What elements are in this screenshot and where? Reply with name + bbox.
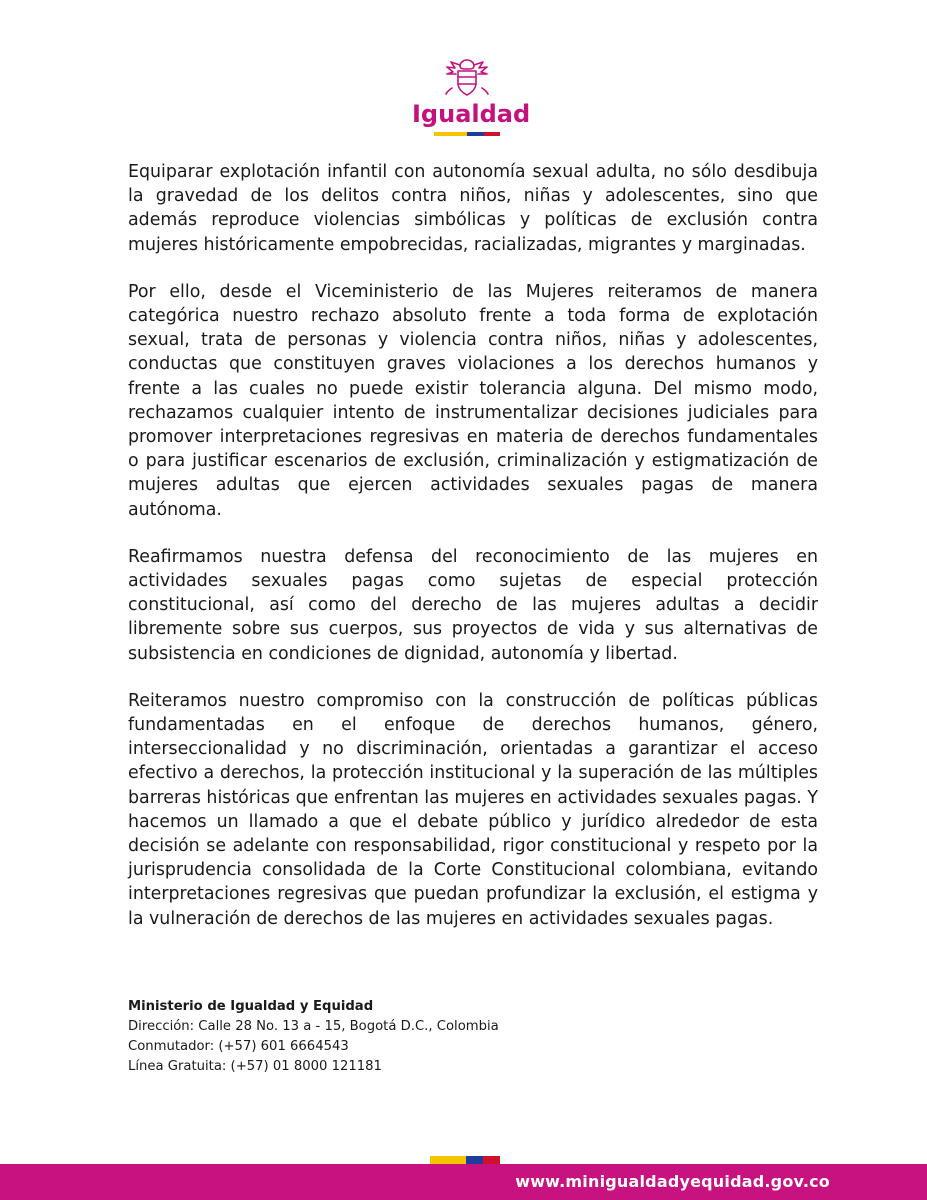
flag-red bbox=[484, 132, 500, 136]
bottom-flag-stripe bbox=[430, 1156, 500, 1164]
flag-yellow bbox=[434, 132, 467, 136]
flag-yellow bbox=[430, 1156, 466, 1164]
flag-blue bbox=[467, 132, 484, 136]
flag-stripe bbox=[434, 132, 500, 136]
colombia-coat-of-arms-icon bbox=[442, 58, 492, 98]
flag-blue bbox=[466, 1156, 483, 1164]
switchboard-phone: Conmutador: (+57) 601 6664543 bbox=[128, 1039, 349, 1054]
footer-bar bbox=[0, 1164, 927, 1200]
paragraph: Equiparar explotación infantil con autonomía sexual adulta, no sólo desdibuja la gravedad de los delitos contra niños, niñas y adolescentes, sino que además reproduce violencias simbólicas y políticas de exclusión contra mujeres históricamente empobrecidas, racializadas, migrantes y marginadas. bbox=[128, 162, 818, 255]
paragraph: Por ello, desde el Viceministerio de las Mujeres reiteramos de manera categórica nuestro rechazo absoluto frente a toda forma de explotación sexual, trata de personas y violencia contra niños, niñas y adolescentes, conductas que constituyen graves violaciones a los derechos humanos y frente a las cuales no puede existir tolerancia alguna. Del mismo modo, rechazamos cualquier intento de instrumentalizar decisiones judiciales para promover interpretaciones regresivas en materia de derechos fundamentales o para justificar escenarios de exclusión, criminalización y estigmatización de mujeres adultas que ejercen actividades sexuales pagas de manera autónoma. bbox=[128, 281, 818, 520]
website-link[interactable]: www.minigualdadyequidad.gov.co bbox=[515, 1172, 830, 1191]
document-body bbox=[128, 160, 818, 954]
ministry-logo bbox=[412, 58, 531, 136]
ministry-name: Ministerio de Igualdad y Equidad bbox=[128, 999, 374, 1014]
paragraph: Reiteramos nuestro compromiso con la construcción de políticas públicas fundamentadas en el enfoque de derechos humanos, género, interseccionalidad y no discriminación, orientadas a garantizar el acceso efectivo a derechos, la protección institucional y la superación de las múltiples barreras históricas que enfrentan las mujeres en actividades sexuales pagas. Y hacemos un llamado a que el debate público y jurídico alrededor de esta decisión se adelante con responsabilidad, rigor constitucional y respeto por la jurisprudencia consolidada de la Corte Constitucional colombiana, evitando interpretaciones regresivas que puedan profundizar la exclusión, el estigma y la vulneración de derechos de las mujeres en actividades sexuales pagas. bbox=[128, 690, 818, 929]
flag-red bbox=[483, 1156, 500, 1164]
logo-wordmark: Igualdad bbox=[412, 100, 531, 128]
paragraph: Reafirmamos nuestra defensa del reconocimiento de las mujeres en actividades sexuales pagas como sujetas de especial protección constitucional, así como del derecho de las mujeres adultas a decidir libremente sobre sus cuerpos, sus proyectos de vida y sus alternativas de subsistencia en condiciones de dignidad, autonomía y libertad. bbox=[128, 546, 818, 664]
hotline-phone: Línea Gratuita: (+57) 01 8000 121181 bbox=[128, 1059, 382, 1074]
ministry-contact bbox=[128, 997, 499, 1077]
address: Dirección: Calle 28 No. 13 a - 15, Bogotá D.C., Colombia bbox=[128, 1019, 499, 1034]
